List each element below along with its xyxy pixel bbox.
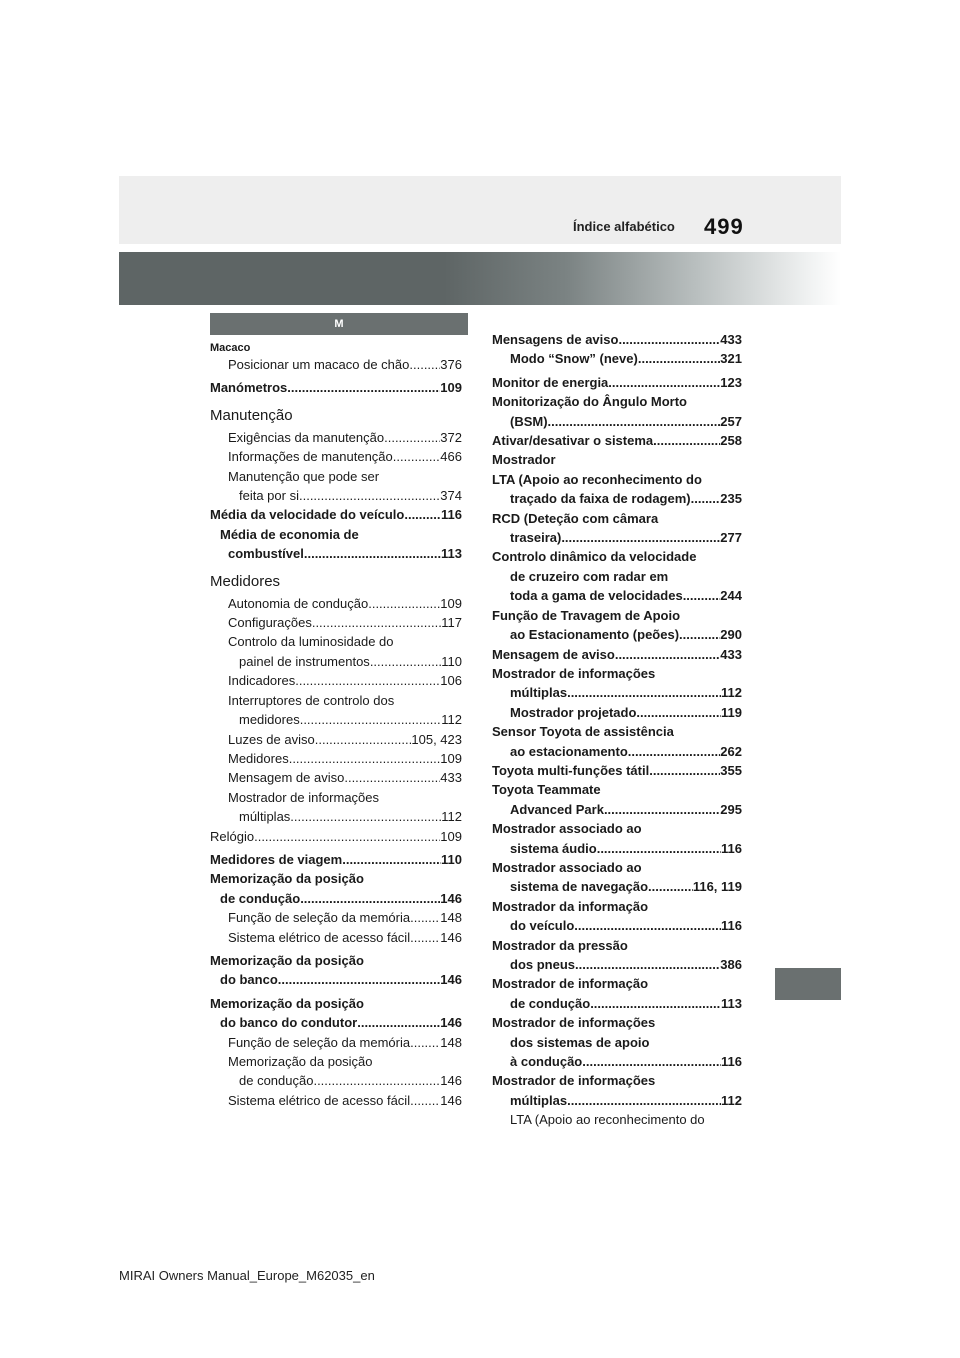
index-entry [210, 671, 462, 690]
index-entry [210, 613, 462, 632]
index-entry-term: Função de seleção da memória [228, 1034, 411, 1050]
index-entry-page: 119 [721, 704, 742, 720]
index-entry [210, 850, 462, 869]
dot-leader [254, 827, 440, 846]
index-entry-page: 123 [720, 374, 742, 390]
index-entry [492, 330, 742, 349]
index-entry-term: Mensagem de aviso [228, 770, 345, 786]
index-entry-page: 146 [440, 1073, 462, 1089]
index-entry-term: combustível [228, 546, 304, 562]
index-entry: Mostrador de informação [492, 976, 649, 992]
index-entry-term: de condução [510, 995, 591, 1011]
dot-leader [618, 330, 720, 349]
index-entry: Manutenção que pode ser [228, 468, 380, 484]
index-entry-page: 117 [441, 615, 462, 631]
index-entry [492, 683, 742, 702]
dot-leader [567, 683, 721, 702]
index-entry-page: 376 [440, 357, 462, 372]
index-entry: Controlo dinâmico da velocidade [492, 549, 697, 565]
index-entry-page: 109 [440, 380, 462, 396]
index-entry-term: painel de instrumentos [239, 653, 370, 669]
index-entry: RCD (Deteção com câmara [492, 510, 659, 526]
index-entry [210, 827, 462, 846]
index-entry-page: 295 [720, 801, 742, 817]
index-entry-term: Sistema elétrico de acesso fácil [228, 1092, 411, 1108]
index-entry-page: 466 [440, 449, 462, 465]
index-entry [210, 594, 462, 613]
index-entry-page: 146 [440, 1092, 462, 1108]
index-entry [492, 373, 742, 392]
index-entry [492, 625, 742, 644]
index-entry [492, 955, 742, 974]
index-entry-page: 116 [441, 507, 462, 523]
index-entry [210, 889, 462, 908]
index-entry-term: (BSM) [510, 413, 548, 429]
index-entry [210, 1091, 462, 1110]
index-entry: Medidores [210, 572, 281, 590]
index-entry-page: 386 [720, 957, 742, 972]
index-entry-term: feita por si [239, 488, 299, 504]
index-entry: Mostrador [492, 452, 556, 468]
index-entry [210, 768, 462, 787]
index-entry-page: 112 [721, 685, 742, 701]
index-entry: Manutenção [210, 406, 293, 424]
dot-leader [574, 916, 721, 935]
index-entry [210, 1013, 462, 1032]
dot-leader [384, 428, 440, 447]
dot-leader [289, 749, 441, 768]
index-entry-term: Mensagem de aviso [492, 646, 615, 662]
index-entry-term: dos pneus [510, 957, 576, 972]
dot-leader [648, 877, 693, 896]
index-entry-term: ao Estacionamento (peões) [510, 627, 680, 643]
index-entry [210, 486, 462, 505]
index-entry: Mostrador de informações [492, 665, 656, 681]
index-entry [492, 742, 742, 761]
index-entry-term: de condução [239, 1073, 314, 1089]
index-entry-term: Exigências da manutenção [228, 429, 385, 445]
index-entry [210, 447, 462, 466]
index-entry [492, 994, 742, 1013]
index-entry [210, 928, 462, 947]
dot-leader [315, 730, 412, 749]
index-entry [492, 1091, 742, 1110]
dot-leader [410, 1033, 440, 1052]
index-entry-page: 433 [440, 770, 462, 786]
index-entry-term: sistema de navegação [510, 879, 649, 895]
header-gradient-band [119, 252, 841, 305]
index-entry: Mostrador da informação [492, 898, 649, 914]
index-entry-term: Mostrador projetado [510, 704, 637, 720]
dot-leader [604, 800, 720, 819]
index-entry-term: Posicionar um macaco de chão [228, 357, 410, 372]
index-entry [210, 970, 462, 989]
dot-leader [628, 742, 721, 761]
dot-leader [295, 671, 440, 690]
index-entry: Toyota Teammate [492, 782, 601, 798]
index-entry: Função de Travagem de Apoio [492, 607, 681, 623]
index-entry-page: 355 [720, 762, 742, 778]
index-entry-page: 112 [441, 809, 462, 825]
index-entry-page: 262 [720, 743, 742, 759]
index-entry-page: 321 [720, 351, 742, 367]
index-entry [210, 428, 462, 447]
index-entry [492, 877, 742, 896]
index-entry [492, 761, 742, 780]
index-entry [492, 703, 742, 722]
index-entry: Macaco [210, 342, 251, 354]
dot-leader [368, 594, 440, 613]
index-entry-term: Toyota multi-funções tátil [492, 762, 650, 778]
dot-leader [679, 625, 720, 644]
index-entry-page: 109 [440, 828, 462, 844]
index-entry-term: medidores [239, 712, 300, 728]
dot-leader [597, 839, 721, 858]
index-entry-term: Modo “Snow” (neve) [510, 351, 638, 367]
index-entry: LTA (Apoio ao reconhecimento do [510, 1112, 705, 1128]
footer-manual-id: MIRAI Owners Manual_Europe_M62035_en [119, 1268, 375, 1283]
index-entry: Mostrador da pressão [492, 937, 628, 953]
dot-leader [312, 613, 441, 632]
index-entry [492, 916, 742, 935]
dot-leader [649, 761, 720, 780]
index-entry [210, 544, 462, 563]
index-entry-term: Média da velocidade do veículo [210, 507, 405, 523]
index-entry-page: 146 [440, 1015, 462, 1031]
index-entry [210, 652, 462, 671]
index-entry-term: Ativar/desativar o sistema [492, 433, 654, 449]
index-entry [210, 505, 462, 524]
index-entry: Monitorização do Ângulo Morto [492, 394, 687, 410]
index-entry-page: 116 [721, 1054, 742, 1070]
dot-leader [683, 586, 721, 605]
dot-leader [300, 889, 440, 908]
index-entry-page: 110 [441, 851, 462, 867]
index-entry-term: Autonomia de condução [228, 595, 369, 611]
index-entry-page: 257 [720, 413, 742, 429]
index-entry: Mostrador associado ao [492, 821, 642, 837]
index-entry [210, 749, 462, 768]
index-entry-page: 258 [720, 433, 742, 449]
index-entry-page: 116 [721, 840, 742, 856]
index-entry: LTA (Apoio ao reconhecimento do [492, 471, 702, 487]
index-entry-page: 146 [440, 972, 462, 988]
index-entry-term: à condução [510, 1054, 583, 1070]
index-entry-term: Função de seleção da memória [228, 910, 411, 926]
index-entry-term: Luzes de aviso [228, 731, 315, 747]
index-entry-term: ao estacionamento [510, 743, 628, 759]
index-entry-term: de condução [220, 890, 301, 906]
index-entry-term: do veículo [510, 918, 575, 934]
index-entry-page: 116 [721, 918, 742, 934]
index-entry-page: 148 [440, 1034, 462, 1050]
index-entry-term: Relógio [210, 828, 255, 844]
index-entry-term: múltiplas [510, 1092, 568, 1108]
index-entry-page: 433 [720, 332, 742, 347]
index-entry-term: Medidores [228, 750, 289, 766]
index-entry: Sensor Toyota de assistência [492, 724, 674, 740]
index-entry [492, 349, 742, 368]
dot-leader [590, 994, 721, 1013]
index-entry: de cruzeiro com radar em [510, 568, 669, 584]
index-entry-page: 290 [720, 627, 742, 643]
dot-leader [287, 378, 440, 397]
index-entry-page: 113 [441, 546, 462, 562]
index-entry: Controlo da luminosidade do [228, 634, 394, 650]
index-entry-term: do banco do condutor [220, 1015, 358, 1031]
dot-leader [615, 645, 720, 664]
index-entry-term: Sistema elétrico de acesso fácil [228, 929, 411, 945]
index-entry-page: 112 [441, 712, 462, 728]
dot-leader [299, 486, 440, 505]
index-entry-page: 372 [440, 429, 462, 445]
index-entry: Mostrador de informações [228, 789, 380, 805]
index-entry [492, 1052, 742, 1071]
dot-leader [608, 373, 720, 392]
index-entry [492, 586, 742, 605]
index-entry: Memorização da posição [228, 1054, 373, 1069]
page-number: 499 [704, 214, 744, 239]
dot-leader [370, 652, 441, 671]
index-entry-page: 433 [720, 646, 742, 662]
index-entry: Mostrador de informações [492, 1073, 656, 1089]
index-entry-term: Configurações [228, 615, 312, 631]
index-entry-page: 146 [440, 929, 462, 945]
index-entry-term: Advanced Park [510, 801, 604, 817]
dot-leader [313, 1071, 440, 1090]
index-entry-page: 109 [440, 595, 462, 611]
index-letter-bar: M [210, 313, 468, 335]
dot-leader [691, 489, 721, 508]
index-entry [210, 378, 462, 397]
index-entry: Interruptores de controlo dos [228, 692, 395, 708]
dot-leader [653, 431, 720, 450]
dot-leader [410, 908, 440, 927]
dot-leader [638, 349, 720, 368]
index-entry [492, 528, 742, 547]
dot-leader [561, 528, 720, 547]
index-entry-term: Manómetros [210, 380, 288, 396]
index-entry [210, 807, 462, 826]
index-entry [492, 489, 742, 508]
section-thumb-tab [775, 968, 841, 1000]
index-entry-page: 116, 119 [692, 879, 742, 895]
dot-leader [410, 1091, 440, 1110]
dot-leader [344, 768, 440, 787]
index-entry-term: traseira) [510, 530, 562, 546]
index-column-left [210, 341, 462, 1110]
index-entry-page: 148 [440, 910, 462, 926]
dot-leader [342, 850, 441, 869]
index-entry-term: Monitor de energia [492, 374, 609, 390]
index-entry-term: Informações de manutenção [228, 449, 393, 465]
dot-leader [410, 928, 440, 947]
dot-leader [575, 955, 720, 974]
index-entry [210, 1071, 462, 1090]
index-entry-term: múltiplas [239, 809, 291, 825]
section-title: Índice alfabético [573, 219, 675, 234]
index-entry-term: do banco [220, 972, 278, 988]
index-entry-term: Medidores de viagem [210, 851, 343, 867]
dot-leader [636, 703, 721, 722]
dot-leader [393, 447, 441, 466]
dot-leader [278, 970, 441, 989]
index-entry-page: 113 [721, 995, 742, 1011]
index-entry [210, 730, 462, 749]
index-entry-page: 105, 423 [411, 731, 462, 747]
index-entry-page: 374 [440, 488, 462, 504]
index-entry-page: 109 [440, 750, 462, 766]
index-entry-page: 110 [441, 653, 462, 669]
index-entry: Memorização da posição [210, 952, 364, 968]
index-entry: Memorização da posição [210, 871, 364, 887]
index-entry-term: Indicadores [228, 673, 296, 689]
index-entry: Mostrador associado ao [492, 859, 642, 875]
index-entry [492, 839, 742, 858]
index-entry [210, 1033, 462, 1052]
index-entry [492, 412, 742, 431]
index-entry-page: 106 [440, 673, 462, 689]
index-entry [492, 645, 742, 664]
dot-leader [304, 544, 441, 563]
index-entry: dos sistemas de apoio [510, 1034, 650, 1050]
dot-leader [582, 1052, 721, 1071]
index-entry-page: 112 [721, 1092, 742, 1108]
index-entry [210, 710, 462, 729]
dot-leader [548, 412, 721, 431]
index-entry-term: traçado da faixa de rodagem) [510, 491, 691, 507]
dot-leader [409, 355, 440, 374]
dot-leader [300, 710, 442, 729]
index-entry [492, 431, 742, 450]
index-entry-page: 235 [720, 491, 742, 507]
dot-leader [404, 505, 441, 524]
index-entry-page: 146 [440, 890, 462, 906]
index-column-right [492, 330, 742, 1130]
index-entry-page: 277 [720, 530, 742, 546]
index-entry [210, 355, 462, 374]
index-entry-term: sistema áudio [510, 840, 597, 856]
dot-leader [567, 1091, 721, 1110]
dot-leader [290, 807, 441, 826]
index-entry-term: toda a gama de velocidades [510, 588, 683, 604]
index-entry [210, 908, 462, 927]
index-entry: Memorização da posição [210, 995, 364, 1011]
index-entry [492, 800, 742, 819]
dot-leader [357, 1013, 440, 1032]
index-entry: Mostrador de informações [492, 1015, 656, 1031]
index-entry-term: múltiplas [510, 685, 568, 701]
index-entry-term: Mensagens de aviso [492, 332, 619, 347]
index-entry-page: 244 [720, 588, 742, 604]
index-entry: Média de economia de [220, 526, 359, 542]
